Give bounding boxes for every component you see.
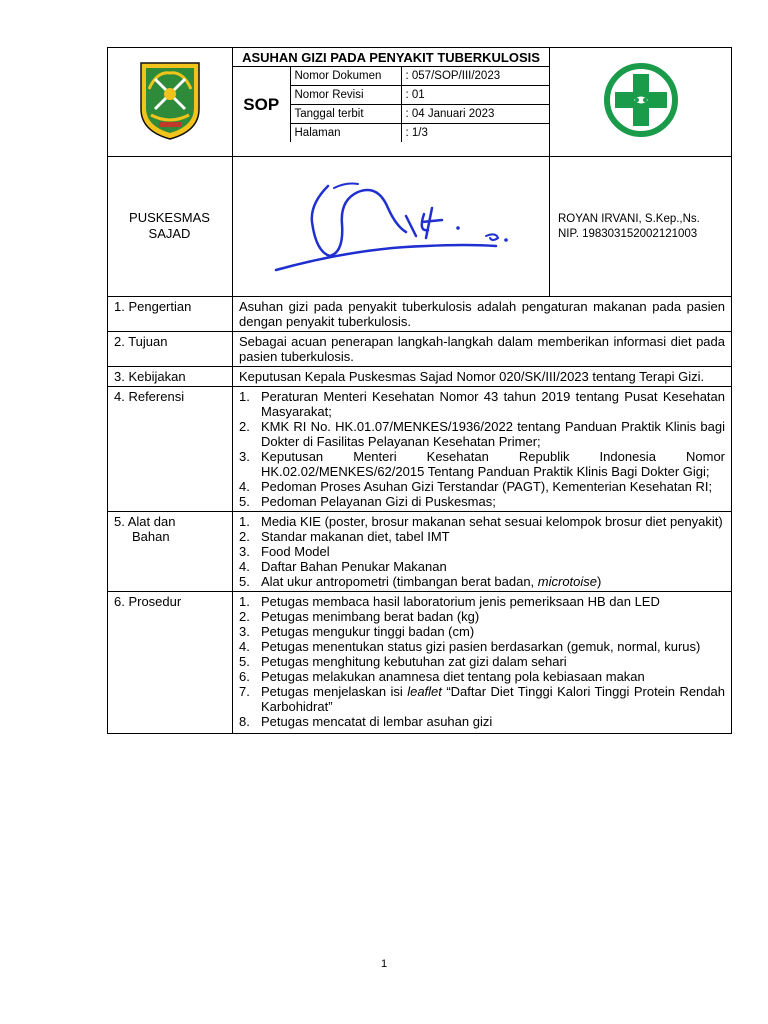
list-item: 6. Petugas melakukan anamnesa diet tentang pola kebiasaan makan (239, 669, 645, 684)
section-content: Keputusan Kepala Puskesmas Sajad Nomor 020/SK/III/2023 tentang Terapi Gizi. (233, 367, 732, 387)
section-row (108, 297, 732, 332)
section-content: Asuhan gizi pada penyakit tuberkulosis adalah pengaturan makanan pada pasien dengan penyakit tuberkulosis. (233, 297, 732, 332)
equipment-list (239, 514, 725, 589)
list-item: 1. Petugas membaca hasil laboratorium jenis pemeriksaan HB dan LED (239, 594, 660, 609)
signature-icon (246, 164, 536, 284)
list-item: 8. Petugas mencatat di lembar asuhan gizi (239, 714, 493, 729)
section-content (233, 592, 732, 734)
section-row (108, 592, 732, 734)
document-meta (291, 67, 550, 142)
section-content: Sebagai acuan penerapan langkah-langkah dalam memberikan informasi diet pada pasien tuberkulosis. (233, 332, 732, 367)
meta-value: : 04 Januari 2023 (401, 105, 549, 124)
list-item: 1. Media KIE (poster, brosur makanan sehat sesuai kelompok brosur diet penyakit) (239, 514, 723, 529)
sop-label: SOP (243, 94, 280, 114)
meta-key: Nomor Dokumen (291, 67, 402, 86)
list-item: 2. Standar makanan diet, tabel IMT (239, 529, 450, 544)
list-item: 2. KMK RI No. HK.01.07/MENKES/1936/2022 tentang Panduan Praktik Klinis bagi Dokter di Fasilitas Pelayanan Kesehatan Primer; (239, 419, 725, 449)
section-row (108, 367, 732, 387)
list-item: 4. Pedoman Proses Asuhan Gizi Terstandar (PAGT), Kementerian Kesehatan RI; (239, 479, 713, 494)
list-item: 5. Pedoman Pelayanan Gizi di Puskesmas; (239, 494, 496, 509)
list-item: 3. Food Model (239, 544, 330, 559)
list-item: 7. Petugas menjelaskan isi leaflet “Daftar Diet Tinggi Kalori Tinggi Protein Rendah Karbohidrat” (239, 684, 725, 714)
responsible-person-cell (550, 157, 732, 297)
section-label: 5. Alat dan Bahan (108, 512, 233, 592)
meta-row (291, 105, 550, 124)
list-item: 5. Alat ukur antropometri (timbangan berat badan, microtoise) (239, 574, 602, 589)
reference-list (239, 389, 725, 509)
meta-value: : 01 (401, 86, 549, 105)
list-item: 3. Keputusan Menteri Kesehatan Republik Indonesia Nomor HK.02.02/MENKES/62/2015 Tentang Panduan Praktik Klinis Bagi Dokter Gigi; (239, 449, 725, 479)
section-label: 6. Prosedur (108, 592, 233, 734)
list-item: 4. Petugas menentukan status gizi pasien berdasarkan (gemuk, normal, kurus) (239, 639, 701, 654)
kemkes-logo-cell (550, 48, 732, 157)
list-item: 3. Petugas mengukur tinggi badan (cm) (239, 624, 475, 639)
sop-table (107, 47, 732, 734)
section-label: 3. Kebijakan (108, 367, 233, 387)
signature-cell (233, 157, 550, 297)
procedure-list (239, 594, 725, 729)
responsible-name: ROYAN IRVANI, S.Kep.,Ns. (558, 212, 700, 225)
meta-key: Halaman (291, 124, 402, 143)
section-label: 2. Tujuan (108, 332, 233, 367)
section-row (108, 512, 732, 592)
page-number: 1 (380, 958, 388, 970)
document-title: ASUHAN GIZI PADA PENYAKIT TUBERKULOSIS (233, 48, 549, 67)
list-item: 4. Daftar Bahan Penukar Makanan (239, 559, 447, 574)
meta-row (291, 67, 550, 86)
regional-emblem-cell (108, 48, 233, 157)
meta-key: Tanggal terbit (291, 105, 402, 124)
meta-value: : 1/3 (405, 127, 428, 139)
sop-label-cell (233, 67, 290, 142)
section-content (233, 387, 732, 512)
list-item: 5. Petugas menghitung kebutuhan zat gizi dalam sehari (239, 654, 567, 669)
list-item: 2. Petugas menimbang berat badan (kg) (239, 609, 480, 624)
section-row (108, 332, 732, 367)
title-block (233, 48, 550, 157)
meta-row (291, 86, 550, 105)
section-label: 1. Pengertian (108, 297, 233, 332)
organization-name: PUSKESMAS SAJAD (129, 210, 210, 241)
responsible-nip: NIP. 198303152002121003 (558, 227, 698, 240)
section-label: 4. Referensi (108, 387, 233, 512)
section-row (108, 387, 732, 512)
meta-row (291, 124, 550, 143)
regional-emblem-icon (137, 59, 203, 141)
kemkes-logo-icon (603, 62, 679, 138)
list-item: 1. Peraturan Menteri Kesehatan Nomor 43 tahun 2019 tentang Pusat Kesehatan Masyarakat; (239, 389, 725, 419)
section-content (233, 512, 732, 592)
meta-key: Nomor Revisi (291, 86, 402, 105)
meta-value: : 057/SOP/III/2023 (401, 67, 549, 86)
